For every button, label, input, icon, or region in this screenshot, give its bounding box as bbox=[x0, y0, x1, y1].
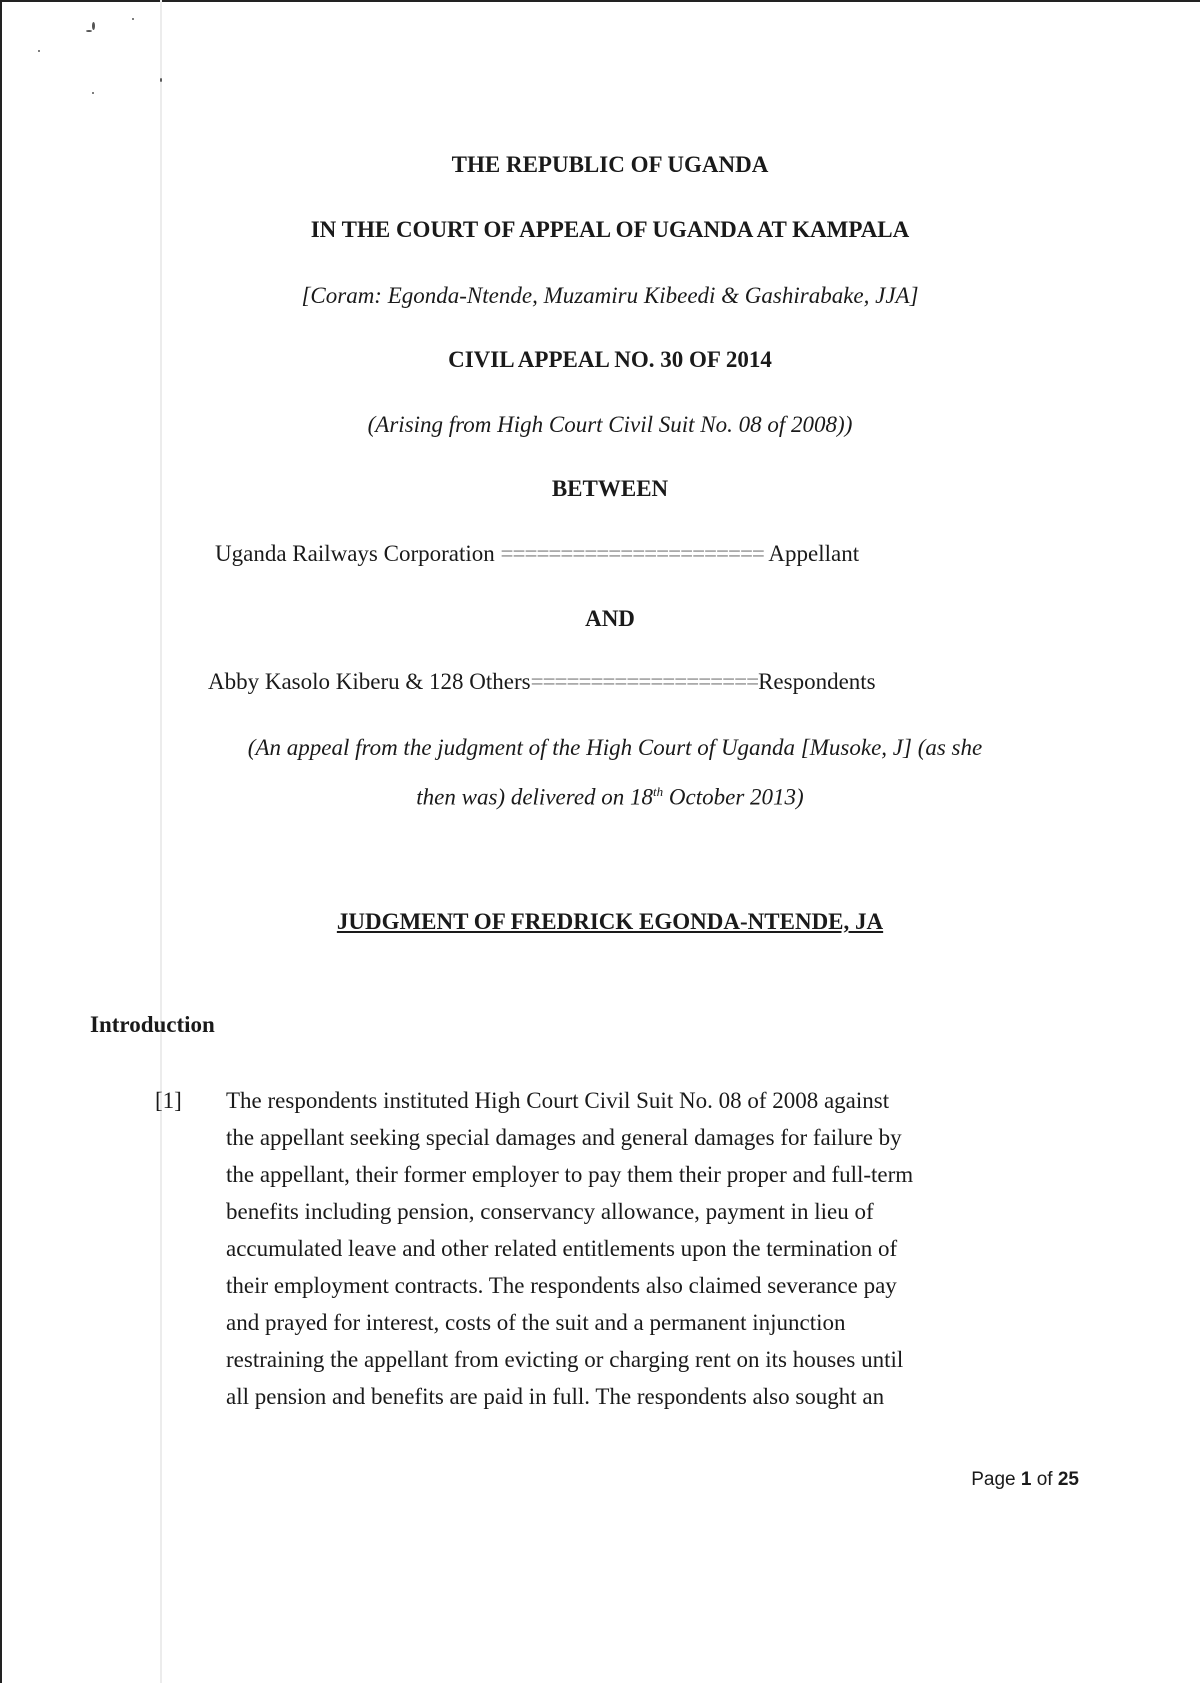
appellant-name: Uganda Railways Corporation bbox=[215, 541, 495, 566]
judgment-title: JUDGMENT OF FREDRICK EGONDA-NTENDE, JA bbox=[336, 909, 884, 934]
coram-line: [Coram: Egonda-Ntende, Muzamiru Kibeedi & Gashirabake, JJA] bbox=[301, 283, 919, 308]
appeal-note-date-prefix: then was) delivered on 18 bbox=[416, 784, 654, 810]
republic-heading: THE REPUBLIC OF UGANDA bbox=[451, 152, 769, 177]
scan-speck bbox=[160, 78, 162, 82]
page-number-of: of bbox=[1031, 1469, 1058, 1490]
appellant-line bbox=[215, 541, 859, 567]
page-border-top bbox=[0, 0, 1200, 2]
scan-speck bbox=[86, 30, 92, 32]
paragraph-line: the appellant seeking special damages and general damages for failure by bbox=[226, 1125, 902, 1150]
court-heading: IN THE COURT OF APPEAL OF UGANDA AT KAMPALA bbox=[310, 217, 910, 242]
page-number bbox=[971, 1469, 1079, 1491]
paragraph-line: The respondents instituted High Court Civil Suit No. 08 of 2008 against bbox=[226, 1088, 890, 1113]
section-heading: Introduction bbox=[90, 1012, 215, 1037]
respondent-role: Respondents bbox=[758, 669, 876, 694]
paragraph-line: all pension and benefits are paid in full. The respondents also sought an bbox=[226, 1384, 885, 1409]
case-number: CIVIL APPEAL NO. 30 OF 2014 bbox=[448, 347, 772, 372]
page-number-total: 25 bbox=[1057, 1469, 1079, 1490]
scan-speck bbox=[92, 92, 94, 94]
respondent-separator: =================== bbox=[530, 669, 759, 694]
appellant-role: Appellant bbox=[768, 541, 860, 566]
paragraph-line: benefits including pension, conservancy allowance, payment in lieu of bbox=[226, 1199, 874, 1224]
ordinal-suffix: th bbox=[653, 784, 664, 799]
page-number-current: 1 bbox=[1020, 1469, 1032, 1490]
paragraph-line: and prayed for interest, costs of the suit and a permanent injunction bbox=[226, 1310, 846, 1335]
appellant-separator: ====================== bbox=[500, 541, 764, 566]
paragraph-number: [1] bbox=[155, 1088, 182, 1113]
appeal-note-date-suffix: October 2013) bbox=[663, 784, 804, 810]
and-heading: AND bbox=[585, 606, 635, 631]
respondent-name: Abby Kasolo Kiberu & 128 Others bbox=[208, 669, 531, 694]
scan-speck bbox=[38, 50, 40, 52]
paragraph-line: their employment contracts. The respondents also claimed severance pay bbox=[226, 1273, 897, 1298]
appeal-note-line-1: (An appeal from the judgment of the High Court of Uganda [Musoke, J] (as she bbox=[247, 735, 983, 760]
page-border-left bbox=[0, 0, 2, 1683]
scan-speck bbox=[92, 22, 95, 30]
paragraph-line: accumulated leave and other related entitlements upon the termination of bbox=[226, 1236, 898, 1261]
paragraph-line: the appellant, their former employer to pay them their proper and full-term bbox=[226, 1162, 914, 1187]
paragraph-line: restraining the appellant from evicting or charging rent on its houses until bbox=[226, 1347, 904, 1372]
arising-from-line: (Arising from High Court Civil Suit No. 08 of 2008)) bbox=[367, 412, 853, 437]
scan-speck bbox=[132, 18, 134, 20]
between-heading: BETWEEN bbox=[551, 476, 669, 501]
respondent-line bbox=[208, 669, 876, 695]
page-number-prefix: Page bbox=[971, 1469, 1021, 1490]
appeal-note-line-2 bbox=[150, 784, 1070, 811]
scan-margin-shadow bbox=[160, 0, 162, 1683]
